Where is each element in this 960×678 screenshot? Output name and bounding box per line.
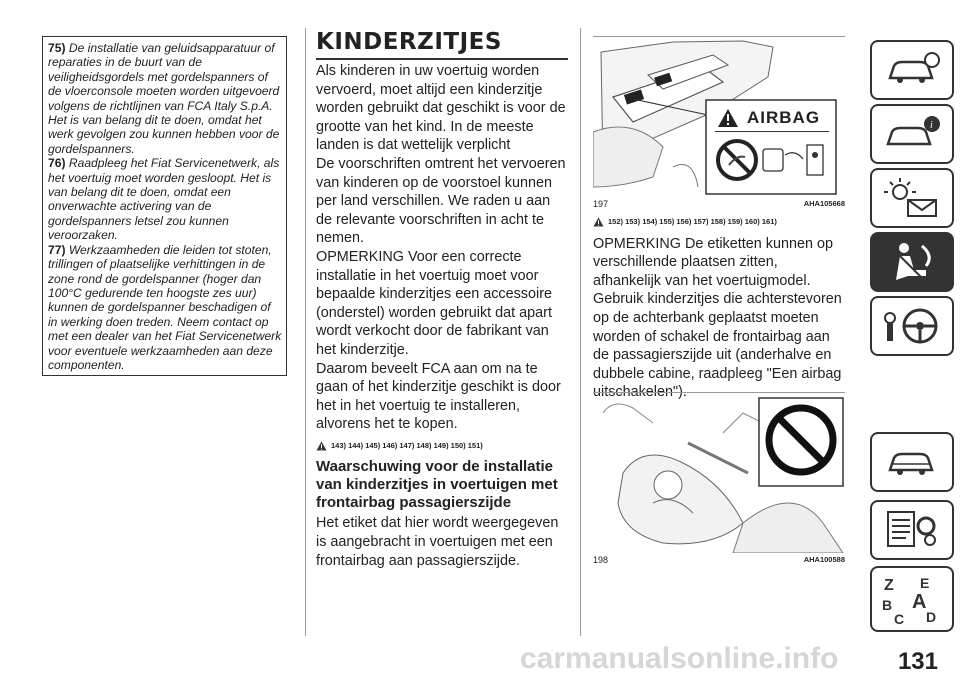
nav-tab-car-info[interactable]	[870, 40, 954, 100]
svg-text:E: E	[920, 575, 930, 591]
nav-tab-warning-lights[interactable]	[870, 168, 954, 228]
svg-text:B: B	[882, 597, 893, 613]
paragraph: OPMERKING De etiketten kunnen op verschillende plaatsen zitten, afhankelijk van het voertuigmodel.	[593, 235, 833, 289]
warning-references: 152) 153) 154) 155) 156) 157) 158) 159) 160) 161)	[593, 213, 845, 232]
figure-198	[593, 392, 845, 565]
paragraph: OPMERKING Voor een correcte installatie in het voertuig moet voor bepaalde kinderzitjes een accessoire (onderstel) worden gebruikt dat apart wordt verkocht door de fabrikant van het kinderzitje.	[316, 248, 552, 358]
figure-caption	[593, 199, 845, 209]
index-letters-icon	[880, 572, 944, 626]
paragraph: Daarom beveelt FCA aan om na te gaan of het kinderzitje geschikt is door het in het voertuig te installeren, alvorens het te kopen.	[316, 360, 561, 433]
subheading: Waarschuwing voor de installatie van kinderzitjes in voertuigen met frontairbag passagierszijde	[316, 458, 558, 512]
warning-references: 143) 144) 145) 146) 147) 148) 149) 150) 151)	[316, 437, 568, 456]
car-service-icon	[882, 442, 942, 482]
rear-facing-child-seat-illustration	[593, 393, 845, 553]
paragraph: Gebruik kinderzitjes die achterstevoren op de achterbank geplaatst moeten worden of schakel de frontairbag aan de passagierszijde uit (anderhalve en dubbele cabine, raadpleeg "Een airbag uitschakelen").	[593, 291, 842, 401]
warning-75: 75) De installatie van geluidsapparatuur of reparaties in de buurt van de veiligheidsgordels met gordelspanners of de vloerconsole moeten worden uitgevoerd volgens de richtlijnen van FCA Italy S.p.A. Het is van belang dit te doen, omdat het werk gevolgen zou kunnen hebben voor de gordelspanners.	[48, 41, 280, 156]
nav-tab-index[interactable]	[870, 566, 954, 632]
figure-code: AHA100588	[803, 555, 845, 564]
paragraph: De voorschriften omtrent het vervoeren van kinderen op de voorstoel kunnen per land verschillen. We raden u aan de relevante voorschriften in acht te nemen.	[316, 155, 566, 247]
warning-triangle-icon	[316, 441, 327, 451]
nav-tab-safety[interactable]	[870, 232, 954, 292]
car-info-icon	[882, 50, 942, 90]
warning-77: 77) Werkzaamheden die leiden tot stoten, trillingen of plaatselijke verhittingen in de zone rond de gordelspanner (hoger dan 100°C gedurende ten hoogste zes uur) kunnen de gordelspanner beschadigen of in werking doen treden. Neem contact op met een dealer van het Fiat Servicenetwerk voor eventuele werkzaamheden aan deze componenten.	[48, 242, 282, 372]
svg-text:A: A	[912, 591, 927, 613]
no-child-seat-icon	[715, 135, 829, 187]
warnings-box	[42, 36, 287, 376]
key-steering-icon	[880, 304, 944, 348]
watermark-footer: carmanualsonline.info	[520, 642, 839, 675]
svg-text:Z: Z	[884, 577, 894, 594]
svg-text:i: i	[930, 120, 933, 131]
column-divider	[580, 28, 581, 636]
title-rule	[316, 58, 568, 60]
svg-text:D: D	[926, 609, 937, 625]
figure-code: AHA105668	[803, 199, 845, 208]
figure-number: 197	[593, 199, 609, 209]
nav-tab-dashboard[interactable]	[870, 104, 954, 164]
right-column	[593, 210, 845, 402]
figure-caption	[593, 555, 845, 565]
paragraph: Als kinderen in uw voertuig worden vervoerd, moet altijd een kinderzitje worden gebruikt dat geschikt is voor de grootte van het kind. In de meeste landen is dat wettelijk verplicht	[316, 63, 566, 154]
nav-tab-starting-driving[interactable]	[870, 296, 954, 356]
seat-safety-icon	[882, 240, 942, 284]
paragraph: Het etiket dat hier wordt weergegeven is aangebracht in voertuigen met een frontairbag aan passagierszijde.	[316, 515, 559, 569]
airbag-text: AIRBAG	[747, 108, 821, 127]
maintenance-list-icon	[882, 508, 942, 552]
section-title: KINDERZITJES	[316, 29, 502, 55]
nav-tab-emergency[interactable]	[870, 432, 954, 492]
label-divider	[715, 131, 829, 132]
figure-197	[593, 36, 845, 209]
warning-triangle-icon	[717, 108, 739, 128]
warning-76: 76) Raadpleeg het Fiat Servicenetwerk, als het voertuig moet worden gesloopt. Het is van belang dit te doen, omdat een onverwachte activering van de gordelspanners letsel zou kunnen veroorzaken.	[48, 156, 280, 243]
warning-triangle-icon	[593, 217, 604, 227]
car-info-circle-icon	[882, 114, 942, 154]
nav-tab-maintenance[interactable]	[870, 500, 954, 560]
column-divider	[305, 28, 306, 636]
warning-lights-icon	[882, 176, 942, 220]
svg-text:C: C	[894, 611, 905, 626]
middle-column	[316, 62, 568, 570]
airbag-label	[713, 105, 831, 189]
figure-number: 198	[593, 555, 609, 565]
page-number: 131	[897, 648, 938, 675]
